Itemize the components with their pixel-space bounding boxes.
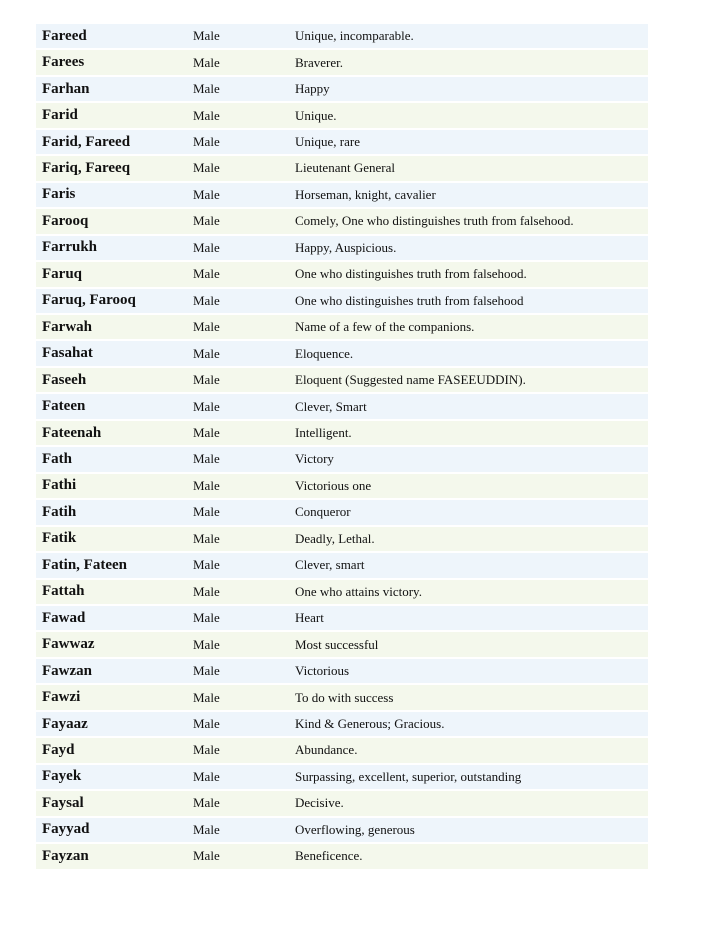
gender-cell: Male	[187, 315, 289, 339]
table-row	[36, 606, 648, 630]
table-row	[36, 527, 648, 551]
meaning-cell: Unique, rare	[289, 130, 648, 154]
name-cell: Fatik	[36, 527, 187, 551]
name-cell: Farwah	[36, 315, 187, 339]
name-cell: Faruq, Farooq	[36, 289, 187, 313]
table-row	[36, 712, 648, 736]
name-cell: Fayzan	[36, 844, 187, 868]
gender-cell: Male	[187, 447, 289, 471]
name-cell: Faris	[36, 183, 187, 207]
table-row	[36, 447, 648, 471]
name-cell: Farid, Fareed	[36, 130, 187, 154]
gender-cell: Male	[187, 844, 289, 868]
table-row	[36, 553, 648, 577]
table-row	[36, 394, 648, 418]
meaning-cell: Eloquent (Suggested name FASEEUDDIN).	[289, 368, 648, 392]
table-row	[36, 765, 648, 789]
gender-cell: Male	[187, 236, 289, 260]
name-cell: Fateenah	[36, 421, 187, 445]
name-cell: Fawad	[36, 606, 187, 630]
gender-cell: Male	[187, 500, 289, 524]
meaning-cell: Conqueror	[289, 500, 648, 524]
meaning-cell: One who distinguishes truth from falsehood.	[289, 262, 648, 286]
table-row	[36, 844, 648, 868]
meaning-cell: Clever, Smart	[289, 394, 648, 418]
table-row	[36, 659, 648, 683]
name-cell: Fath	[36, 447, 187, 471]
name-cell: Fatih	[36, 500, 187, 524]
meaning-cell: Braverer.	[289, 50, 648, 74]
meaning-cell: One who distinguishes truth from falsehood	[289, 289, 648, 313]
table-row	[36, 183, 648, 207]
table-row	[36, 818, 648, 842]
meaning-cell: Clever, smart	[289, 553, 648, 577]
name-cell: Farid	[36, 103, 187, 127]
name-cell: Faseeh	[36, 368, 187, 392]
gender-cell: Male	[187, 738, 289, 762]
meaning-cell: Overflowing, generous	[289, 818, 648, 842]
name-cell: Faruq	[36, 262, 187, 286]
table-row	[36, 24, 648, 48]
gender-cell: Male	[187, 474, 289, 498]
gender-cell: Male	[187, 130, 289, 154]
gender-cell: Male	[187, 659, 289, 683]
meaning-cell: Name of a few of the companions.	[289, 315, 648, 339]
gender-cell: Male	[187, 712, 289, 736]
gender-cell: Male	[187, 606, 289, 630]
table-row	[36, 262, 648, 286]
meaning-cell: Comely, One who distinguishes truth from falsehood.	[289, 209, 648, 233]
name-cell: Farees	[36, 50, 187, 74]
gender-cell: Male	[187, 791, 289, 815]
meaning-cell: Kind & Generous; Gracious.	[289, 712, 648, 736]
names-table-body	[36, 24, 648, 869]
gender-cell: Male	[187, 103, 289, 127]
table-row	[36, 315, 648, 339]
gender-cell: Male	[187, 685, 289, 709]
gender-cell: Male	[187, 632, 289, 656]
meaning-cell: Decisive.	[289, 791, 648, 815]
meaning-cell: Eloquence.	[289, 341, 648, 365]
table-row	[36, 791, 648, 815]
table-row	[36, 368, 648, 392]
gender-cell: Male	[187, 262, 289, 286]
gender-cell: Male	[187, 368, 289, 392]
table-row	[36, 421, 648, 445]
table-row	[36, 209, 648, 233]
name-cell: Fariq, Fareeq	[36, 156, 187, 180]
table-row	[36, 474, 648, 498]
gender-cell: Male	[187, 553, 289, 577]
gender-cell: Male	[187, 580, 289, 604]
table-row	[36, 130, 648, 154]
name-cell: Fattah	[36, 580, 187, 604]
name-cell: Faysal	[36, 791, 187, 815]
meaning-cell: Unique.	[289, 103, 648, 127]
gender-cell: Male	[187, 24, 289, 48]
gender-cell: Male	[187, 156, 289, 180]
name-cell: Fayaaz	[36, 712, 187, 736]
gender-cell: Male	[187, 209, 289, 233]
table-row	[36, 236, 648, 260]
gender-cell: Male	[187, 77, 289, 101]
name-cell: Fasahat	[36, 341, 187, 365]
meaning-cell: Beneficence.	[289, 844, 648, 868]
table-row	[36, 103, 648, 127]
meaning-cell: Victorious	[289, 659, 648, 683]
meaning-cell: One who attains victory.	[289, 580, 648, 604]
name-cell: Fayd	[36, 738, 187, 762]
table-row	[36, 77, 648, 101]
meaning-cell: Heart	[289, 606, 648, 630]
gender-cell: Male	[187, 421, 289, 445]
name-cell: Fayyad	[36, 818, 187, 842]
name-cell: Farrukh	[36, 236, 187, 260]
table-row	[36, 685, 648, 709]
meaning-cell: Intelligent.	[289, 421, 648, 445]
meaning-cell: Most successful	[289, 632, 648, 656]
name-cell: Fateen	[36, 394, 187, 418]
meaning-cell: Unique, incomparable.	[289, 24, 648, 48]
meaning-cell: Happy, Auspicious.	[289, 236, 648, 260]
table-row	[36, 738, 648, 762]
meaning-cell: Horseman, knight, cavalier	[289, 183, 648, 207]
meaning-cell: Victorious one	[289, 474, 648, 498]
meaning-cell: Lieutenant General	[289, 156, 648, 180]
table-row	[36, 580, 648, 604]
meaning-cell: Deadly, Lethal.	[289, 527, 648, 551]
table-row	[36, 156, 648, 180]
name-cell: Fatin, Fateen	[36, 553, 187, 577]
gender-cell: Male	[187, 765, 289, 789]
name-cell: Farhan	[36, 77, 187, 101]
gender-cell: Male	[187, 183, 289, 207]
meaning-cell: Surpassing, excellent, superior, outstanding	[289, 765, 648, 789]
name-cell: Fathi	[36, 474, 187, 498]
meaning-cell: To do with success	[289, 685, 648, 709]
gender-cell: Male	[187, 289, 289, 313]
gender-cell: Male	[187, 341, 289, 365]
gender-cell: Male	[187, 50, 289, 74]
table-row	[36, 341, 648, 365]
table-row	[36, 500, 648, 524]
gender-cell: Male	[187, 818, 289, 842]
name-cell: Fayek	[36, 765, 187, 789]
meaning-cell: Abundance.	[289, 738, 648, 762]
name-cell: Fawzi	[36, 685, 187, 709]
meaning-cell: Happy	[289, 77, 648, 101]
name-cell: Farooq	[36, 209, 187, 233]
meaning-cell: Victory	[289, 447, 648, 471]
table-row	[36, 632, 648, 656]
name-cell: Fawzan	[36, 659, 187, 683]
gender-cell: Male	[187, 527, 289, 551]
table-row	[36, 289, 648, 313]
gender-cell: Male	[187, 394, 289, 418]
name-cell: Fawwaz	[36, 632, 187, 656]
name-cell: Fareed	[36, 24, 187, 48]
names-table	[36, 22, 648, 871]
table-row	[36, 50, 648, 74]
